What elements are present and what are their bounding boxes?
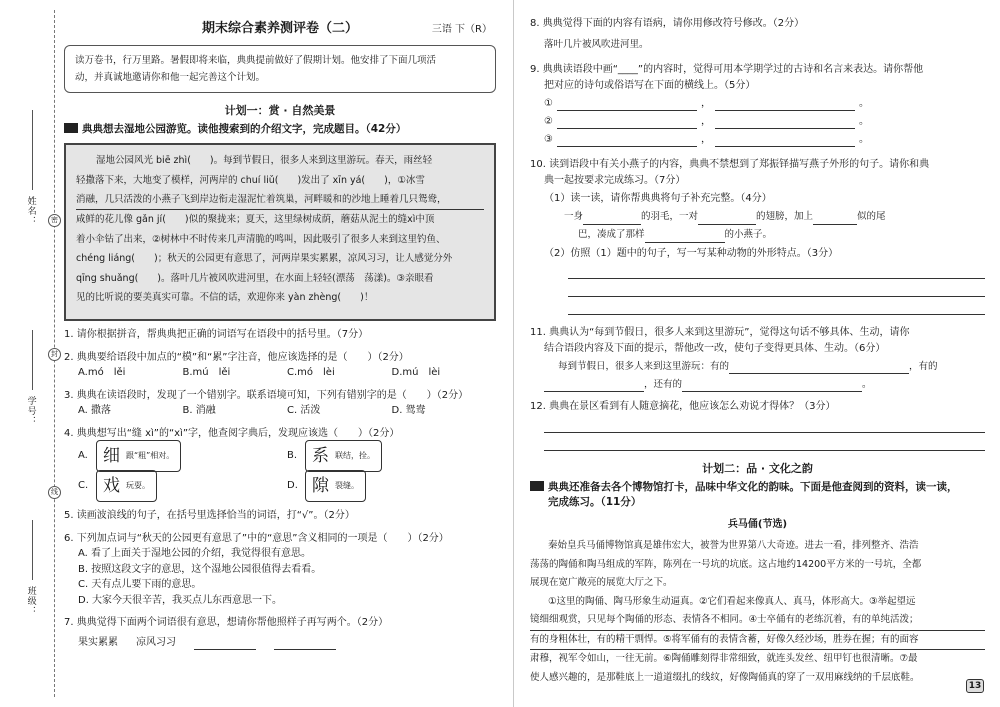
passage-line: 荡荡的陶俑和陶马组成的军阵，陈列在一号坑的坑底。这占地约14200平方米的一号坑，全都	[530, 558, 922, 570]
intro-line-2: 动，并真诚地邀请你和他一起完善这个计划。	[75, 72, 266, 84]
option-d[interactable]: D.mú lèi	[391, 367, 441, 379]
section-marker-icon	[530, 481, 544, 491]
passage-line: chéng liáng( )；秋天的公园更有意思了，河两岸果实累累，凉风习习，让人感觉分外	[76, 253, 453, 265]
left-column	[64, 16, 496, 657]
faulty-sentence: 落叶几片被风吹进河里。	[544, 38, 649, 50]
passage-line: 展现在宽广敞亮的展览大厅之下。	[530, 577, 673, 589]
subquestion-10-2: （2）仿照（1）题中的句子，写一写某种动物的外形特点。（3分）	[544, 247, 839, 259]
seal-mark-2: 封	[48, 348, 61, 361]
question-11: 11. 典典认为“每到节假日，很多人来到这里游玩”，觉得这句话不够具体、生动，请你 结合语段内容及下面的提示，帮他改一改，使句子变得更具体、生动。（6分） 每到节假日，很多人来到这里游玩：有的 ，有的 ，还有的 。	[530, 325, 985, 392]
char-card-c[interactable]: C. 戏 玩耍。	[78, 471, 287, 501]
passage-line: qīng shuǎng( )。落叶几片被风吹进河里，在水面上轻轻(漂荡 荡漾)。③亲眼看	[76, 272, 434, 284]
answer-line[interactable]	[568, 297, 985, 315]
answer-line[interactable]	[715, 135, 855, 147]
answer-blank[interactable]	[645, 231, 725, 243]
answer-blank[interactable]	[729, 362, 909, 374]
class-label: 班级：	[25, 586, 36, 616]
question-4: 4. 典典想写出“缝 xì”的“xì”字，他查阅字典后，发现应该选（ ）（2分） A. 细 跟“粗”相对。 B. 系 联结，拴。 C. 戏 玩耍。 D. 隙 裂缝。	[64, 426, 496, 502]
name-label: 姓名：	[25, 196, 36, 226]
passage-line: 肃穆，视军令如山，一往无前。⑥陶俑雕刻得非常细致，就连头发丝、纽甲钉也很清晰。⑦最	[530, 653, 918, 665]
section-marker-icon	[64, 123, 78, 133]
seal-mark-3: 线	[48, 486, 61, 499]
question-3: 3. 典典在读语段时，发现了一个错别字。联系语境可知，下列有错别字的是（ ）（2分） A. 撒落 B. 消融 C. 活泼 D. 鸳鸯	[64, 388, 496, 419]
example-word-2: 凉风习习	[136, 636, 176, 648]
column-divider	[513, 0, 514, 707]
option-a[interactable]: A.mó lěi	[78, 367, 126, 379]
passage-line: 有的身粗体壮，有的精干剽悍。⑤将军俑有的表情含蓄，好像久经沙场，胜券在握；有的面容	[530, 631, 985, 651]
question-6: 6. 下列加点词与“秋天的公园更有意思了”中的“意思”含义相同的一项是（ ）（2分） A. 看了上面关于湿地公园的介绍，我觉得很有意思。 B. 按照这段文字的意思，这个湿地公园很值得去看看。 C. 天有点儿要下雨的意思。 D. 大家今天很辛苦，我买点儿东西意思一下。	[64, 531, 496, 609]
option-c[interactable]: C.mó lèi	[287, 367, 335, 379]
exam-title: 期末综合素养测评卷（二）	[201, 21, 358, 36]
passage-line: 轻撒落下来，大地变了模样，河两岸的 chuí liǔ( )发出了 xīn yá( )，①冰雪	[76, 174, 425, 186]
answer-line[interactable]	[544, 433, 985, 451]
right-column	[530, 16, 985, 687]
answer-line[interactable]	[568, 279, 985, 297]
binding-margin	[0, 0, 62, 707]
answer-line[interactable]	[557, 117, 697, 129]
intro-box	[64, 45, 496, 93]
option-c[interactable]: C. 天有点儿要下雨的意思。	[78, 579, 202, 591]
plan-2-section: 典典还准备去各个博物馆打卡，品味中华文化的韵味。下面是他查阅到的资料，读一读， 完成练习。（11分）	[530, 480, 985, 509]
terracotta-passage	[530, 515, 985, 687]
option-b[interactable]: B. 消融	[182, 405, 216, 417]
passage-line: 镜细细观赏，只见每个陶俑的形态、表情各不相同。④士卒俑有的老练沉着，有的单纯活泼；	[530, 611, 985, 631]
question-9: 9. 典典读语段中画“____”的内容时，觉得可用本学期学过的古诗和名言来表达。请你帮他 把对应的诗句或俗语写在下面的横线上。（5分） ① ， 。 ② ， 。 ③ ， 。	[530, 62, 985, 147]
answer-blank[interactable]	[813, 213, 857, 225]
answer-blank[interactable]	[698, 213, 756, 225]
passage-title: 兵马俑(节选)	[727, 519, 788, 531]
header	[64, 16, 496, 40]
answer-line[interactable]	[715, 117, 855, 129]
answer-line[interactable]	[715, 99, 855, 111]
answer-blank[interactable]	[274, 638, 336, 650]
passage-line: 湿地公园风光 biē zhì( )。每到节假日，很多人来到这里游玩。春天，雨丝轻	[96, 155, 433, 167]
plan-1-section: 典典想去湿地公园游览。读他搜索到的介绍文字，完成题目。（42分）	[64, 122, 496, 137]
plan-2-title: 计划二：品 · 文化之韵	[702, 461, 813, 475]
answer-blank[interactable]	[544, 380, 644, 392]
passage-line: ①这里的陶俑、陶马形象生动逼真。②它们看起来像真人、真马，体形高大。③举起望远	[548, 595, 916, 607]
question-12: 12. 典典在景区看到有人随意摘花，他应该怎么劝说才得体？（3分）	[530, 399, 985, 451]
question-1: 1. 请你根据拼音，帮典典把正确的词语写在语段中的括号里。（7分）	[64, 329, 369, 341]
answer-line[interactable]	[544, 415, 985, 433]
passage-line: 见的比听说的要美真实可靠。不信的话，欢迎你来 yàn zhèng( )！	[76, 292, 374, 304]
question-7: 7. 典典觉得下面两个词语很有意思，想请你帮他照样子再写两个。（2分） 果实累累 凉风习习	[64, 615, 496, 650]
answer-blank[interactable]	[682, 380, 862, 392]
char-card-d[interactable]: D. 隙 裂缝。	[287, 471, 496, 501]
answer-blank[interactable]	[194, 638, 256, 650]
passage-line: 消融，几只活泼的小燕子飞到岸边衔走湿泥忙着筑巢，河畔暖和的沙地上睡着几只鸳鸯，	[76, 190, 484, 210]
passage-line: 着小伞钻了出来，②树林中不时传来几声清脆的鸣叫，因此吸引了很多人来到这里钓鱼、	[76, 233, 446, 245]
char-card-b[interactable]: B. 系 联结，拴。	[287, 441, 496, 471]
student-id-label: 学号：	[25, 396, 36, 426]
option-b[interactable]: B.mú lěi	[182, 367, 231, 379]
question-8: 8. 典典觉得下面的内容有语病，请你用修改符号修改。（2分） 落叶几片被风吹进河里。	[530, 16, 985, 52]
passage-line: 咸鲜的花儿像 gǎn jí( )似的聚拢来；夏天，这里绿树成荫，蘑菇从泥土的缝xì中顶	[76, 214, 435, 226]
question-10: 10. 读到语段中有关小燕子的内容，典典不禁想到了郑振铎描写燕子外形的句子。请你和典 典一起按要求完成练习。（7分） （1）读一读，请你帮典典将句子补充完整。（4分） 一身 的羽毛，一对 的翅膀，加上 似的尾 巴，凑成了那样 的小燕子。 （2）仿照（1）题中的句子，写一写某种动物的外形特点。（3分）	[530, 157, 985, 315]
answer-blank[interactable]	[583, 213, 641, 225]
option-c[interactable]: C. 活泼	[287, 405, 321, 417]
intro-line-1: 读万卷书，行万里路。暑假即将来临，典典提前做好了假期计划。他安排了下面几项活	[75, 55, 437, 66]
char-card-a[interactable]: A. 细 跟“粗”相对。	[78, 441, 287, 471]
option-a[interactable]: A. 撒落	[78, 405, 112, 417]
subquestion-10-1: （1）读一读，请你帮典典将句子补充完整。（4分）	[544, 193, 772, 205]
option-a[interactable]: A. 看了上面关于湿地公园的介绍，我觉得很有意思。	[78, 548, 312, 560]
answer-line[interactable]	[557, 99, 697, 111]
example-word-1: 果实累累	[78, 636, 118, 648]
edition-label: 三语 下（R）	[431, 24, 492, 35]
question-2: 2. 典典要给语段中加点的“模”和“累”字注音，他应该选择的是（ ）（2分） A.mó lěi B.mú lěi C.mó lèi D.mú lèi	[64, 350, 496, 381]
passage-line: 秦始皇兵马俑博物馆真是雄伟宏大，被誉为世界第八大奇迹。进去一看，排列整齐、浩浩	[548, 539, 919, 551]
answer-line[interactable]	[568, 261, 985, 279]
seal-mark-1: 密	[48, 214, 61, 227]
answer-line[interactable]	[557, 135, 697, 147]
option-d[interactable]: D. 大家今天很辛苦，我买点儿东西意思一下。	[78, 594, 283, 606]
passage-line: 使人感兴趣的，是那鞋底上一道道缀扎的线纹，好像陶俑真的穿了一双用麻线纳的千层底鞋。	[530, 671, 920, 683]
option-b[interactable]: B. 按照这段文字的意思，这个湿地公园很值得去看看。	[78, 563, 322, 575]
wetland-passage	[64, 143, 496, 321]
page-number: 13	[966, 679, 984, 693]
option-d[interactable]: D. 鸳鸯	[391, 405, 426, 417]
plan-1-title: 计划一：赏 · 自然美景	[224, 104, 336, 117]
question-5: 5. 读画波浪线的句子，在括号里选择恰当的词语，打“√”。（2分）	[64, 510, 355, 522]
